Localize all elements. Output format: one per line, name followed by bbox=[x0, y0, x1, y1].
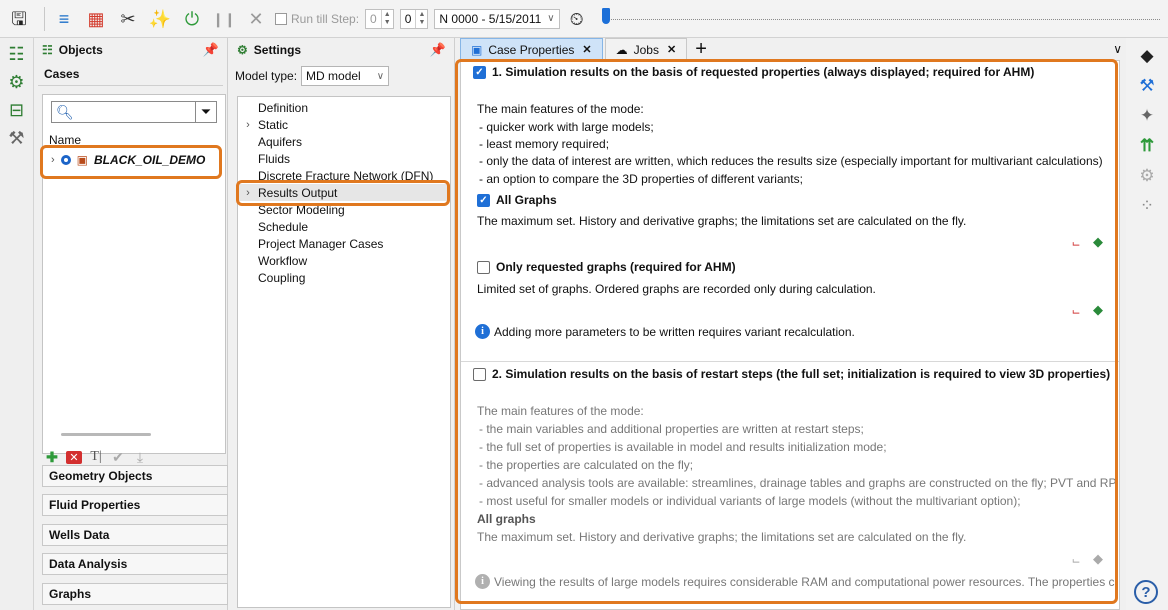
section2-all-graphs-description: The maximum set. History and derivative graphs; the limitations set are calculated on the fly. bbox=[477, 530, 967, 544]
case-list-item[interactable] bbox=[45, 149, 221, 171]
section2-bullet: - most useful for smaller models or individual variants of large models (without the multivariant option); bbox=[479, 494, 1021, 508]
section1-bullet: - quicker work with large models; bbox=[479, 120, 654, 134]
gear-icon: ⚙ bbox=[237, 43, 248, 57]
tree-item-schedule[interactable] bbox=[238, 218, 450, 235]
fill-bucket-icon[interactable]: ◆ bbox=[1140, 46, 1154, 65]
only-requested-description: Limited set of graphs. Ordered graphs are recorded only during calculation. bbox=[477, 282, 876, 296]
tools-icon[interactable]: ⚒ bbox=[1139, 76, 1155, 95]
close-icon[interactable]: ✕ bbox=[666, 44, 677, 56]
settings-panel-header bbox=[229, 38, 454, 62]
all-graphs-icons bbox=[1067, 233, 1107, 251]
objects-panel-header bbox=[34, 38, 227, 62]
add-icon[interactable]: ✚ bbox=[46, 448, 58, 465]
all-graphs-description: The maximum set. History and derivative graphs; the limitations set are calculated on the fly. bbox=[477, 214, 967, 228]
only-requested-checkbox[interactable] bbox=[477, 261, 490, 274]
only-requested-row bbox=[477, 260, 736, 274]
search-icon: 🔍︎ bbox=[56, 103, 74, 120]
section1-info-text: Adding more parameters to be written requires variant recalculation. bbox=[494, 324, 855, 339]
section2-intro: The main features of the mode: bbox=[477, 404, 644, 418]
download-icon[interactable]: ⤓ bbox=[136, 448, 144, 465]
tree-item-sector-modeling[interactable] bbox=[238, 201, 450, 218]
close-icon[interactable]: ✕ bbox=[582, 44, 592, 56]
spinner-arrows-icon[interactable]: ▲ ▼ bbox=[381, 10, 393, 28]
tree-item-label: Coupling bbox=[258, 270, 306, 285]
only-requested-icons bbox=[1067, 301, 1107, 319]
case-name-label: BLACK_OIL_DEMO bbox=[94, 153, 206, 167]
tree-item-label: Fluids bbox=[258, 151, 291, 166]
model-type-value: MD model bbox=[306, 69, 361, 83]
settings-panel-title: Settings bbox=[253, 43, 302, 57]
date-step-value: N 0000 - 5/15/2011 bbox=[439, 11, 542, 26]
save-icon[interactable]: 🖫 bbox=[11, 8, 27, 29]
tree-item-fluids[interactable] bbox=[238, 150, 450, 167]
toolbar-separator bbox=[44, 7, 45, 31]
tree-item-label: Aquifers bbox=[258, 134, 303, 149]
tree-item-project-manager-cases[interactable] bbox=[238, 235, 450, 252]
tree-item-label: Workflow bbox=[258, 253, 308, 268]
active-case-radio-icon[interactable] bbox=[61, 155, 71, 165]
objects-tree-small-icon: ☷ bbox=[42, 43, 53, 57]
model-type-label: Model type: bbox=[235, 69, 298, 83]
tree-item-workflow[interactable] bbox=[238, 252, 450, 269]
date-step-select[interactable] bbox=[434, 9, 559, 29]
section2-checkbox[interactable] bbox=[473, 368, 486, 381]
expand-chevron-icon[interactable]: › bbox=[51, 154, 55, 166]
filter-button[interactable] bbox=[195, 101, 217, 123]
all-graphs-row bbox=[477, 193, 557, 207]
clock-icon[interactable]: ⏲ bbox=[569, 8, 584, 29]
section2-bullet: - the full set of properties is available in model and results initialization mode; bbox=[479, 440, 887, 454]
tab-label: Case Properties bbox=[488, 42, 575, 57]
section1-bullet: - an option to compare the 3D properties of different variants; bbox=[479, 172, 803, 186]
timeline-slider[interactable] bbox=[602, 6, 1160, 32]
section2-info-text: Viewing the results of large models requires considerable RAM and computational power resources. The properties c bbox=[494, 574, 1115, 589]
section1-title: 1. Simulation results on the basis of requested properties (always displayed; required for AHM) bbox=[492, 65, 1035, 79]
section1-title-row bbox=[473, 65, 1034, 79]
layout-icon[interactable]: ⊟ bbox=[8, 99, 25, 120]
section2-graph-icons bbox=[1067, 550, 1107, 568]
settings-tree bbox=[237, 96, 451, 608]
tree-item-results-output[interactable] bbox=[238, 184, 450, 201]
tree-item-label: Static bbox=[258, 117, 289, 132]
tree-item-label: Results Output bbox=[258, 185, 338, 200]
chevron-down-icon: ∨ bbox=[547, 13, 555, 24]
tree-item-definition[interactable] bbox=[238, 99, 450, 116]
section1-intro: The main features of the mode: bbox=[477, 102, 644, 116]
tree-item-label: Project Manager Cases bbox=[258, 236, 384, 251]
document-tabs bbox=[460, 38, 1126, 60]
left-icon-strip bbox=[0, 38, 34, 610]
all-graphs-checkbox[interactable]: ✓ bbox=[477, 194, 490, 207]
tree-item-label: Sector Modeling bbox=[258, 202, 345, 217]
section2-info bbox=[475, 574, 1115, 589]
magic-wand-icon[interactable]: ✨ bbox=[148, 8, 172, 29]
section-divider bbox=[461, 361, 1120, 362]
cases-section-header[interactable]: Cases bbox=[38, 62, 223, 86]
nodes-icon[interactable]: ⁘ bbox=[1139, 196, 1155, 215]
section2-bullet: - the main variables and additional properties are written at restart steps; bbox=[479, 422, 864, 436]
search-input[interactable] bbox=[51, 101, 199, 123]
run-till-step-checkbox[interactable] bbox=[275, 13, 287, 25]
graph-curve-icon[interactable]: ⨽ bbox=[1072, 302, 1080, 317]
name-column-header[interactable]: Name bbox=[49, 133, 82, 147]
tree-caret[interactable]: › bbox=[246, 186, 250, 199]
delete-icon[interactable]: ✕ bbox=[66, 451, 82, 464]
group-geometry-objects[interactable]: Geometry Objects bbox=[42, 465, 228, 487]
tree-item-dfn[interactable] bbox=[238, 167, 450, 184]
model-cube-icon: ▣ bbox=[76, 153, 89, 167]
model-type-select[interactable] bbox=[301, 66, 389, 86]
step-spinner-2[interactable] bbox=[400, 9, 429, 29]
gear-icon[interactable]: ⚙ bbox=[1139, 166, 1155, 185]
timeline-marker[interactable] bbox=[602, 8, 610, 24]
cube-icon: ▣ bbox=[471, 42, 483, 57]
step-spinner-value: 0 bbox=[370, 11, 377, 26]
hammer-icon[interactable]: ⚒ bbox=[8, 127, 25, 148]
cloud-icon: ☁︎ bbox=[615, 42, 628, 57]
tabs-menu-chevron-icon[interactable]: ∨ bbox=[1113, 42, 1122, 56]
power-icon[interactable]: ⏻ bbox=[184, 8, 200, 29]
pause-icon[interactable]: ❙❙ bbox=[212, 10, 236, 27]
add-tab-icon[interactable]: + bbox=[695, 38, 707, 60]
section1-info bbox=[475, 324, 855, 339]
right-tool-strip bbox=[1126, 38, 1168, 610]
tree-item-coupling[interactable] bbox=[238, 269, 450, 286]
tab-case-properties[interactable] bbox=[460, 38, 603, 60]
only-requested-label: Only requested graphs (required for AHM) bbox=[496, 260, 736, 274]
graph-curve-icon[interactable]: ⨽ bbox=[1072, 234, 1080, 249]
case-properties-content bbox=[460, 60, 1120, 610]
tab-label: Jobs bbox=[633, 42, 659, 57]
objects-panel bbox=[34, 38, 228, 610]
tree-item-label: Definition bbox=[258, 100, 309, 115]
section1-bullet: - least memory required; bbox=[479, 137, 610, 151]
main-toolbar bbox=[0, 0, 1168, 38]
rename-icon[interactable]: T| bbox=[90, 449, 102, 464]
pin-icon[interactable]: 📌 bbox=[202, 42, 219, 57]
settings-panel bbox=[229, 38, 455, 610]
section2-bullet: - advanced analysis tools are available: streamlines, drainage tables and graphs are constructed on the fly; PVT and RP bbox=[479, 476, 1117, 490]
info-icon: i bbox=[475, 574, 490, 589]
tree-item-label: Discrete Fracture Network (DFN) bbox=[258, 168, 434, 183]
section2-all-graphs-label: All graphs bbox=[477, 512, 536, 526]
tree-caret[interactable]: › bbox=[246, 118, 250, 131]
chevron-down-icon: ∨ bbox=[376, 70, 385, 82]
horizontal-scrollbar[interactable] bbox=[61, 433, 151, 436]
pin-icon[interactable]: 📌 bbox=[429, 42, 446, 57]
spinner-arrows-icon[interactable]: ▲ ▼ bbox=[415, 10, 427, 28]
check-icon[interactable]: ✔ bbox=[112, 448, 124, 465]
group-data-analysis[interactable]: Data Analysis bbox=[42, 553, 228, 575]
3d-surface-icon[interactable]: ◆ bbox=[1093, 302, 1103, 317]
help-icon[interactable]: ? bbox=[1134, 580, 1158, 604]
timeline-track bbox=[602, 19, 1160, 20]
3d-surface-icon[interactable]: ◆ bbox=[1093, 234, 1103, 249]
settings-gear-icon[interactable]: ⚙ bbox=[8, 71, 25, 92]
tree-item-static[interactable] bbox=[238, 116, 450, 133]
model-tree-icon[interactable]: ≡ bbox=[58, 8, 70, 29]
section1-checkbox[interactable]: ✓ bbox=[473, 66, 486, 79]
group-wells-data[interactable]: Wells Data bbox=[42, 524, 228, 546]
objects-tree-icon[interactable]: ☷ bbox=[8, 43, 25, 64]
sort-arrows-icon[interactable]: ⇈ bbox=[1139, 136, 1155, 155]
group-graphs[interactable]: Graphs bbox=[42, 583, 228, 605]
info-icon: i bbox=[475, 324, 490, 339]
section2-title: 2. Simulation results on the basis of restart steps (the full set; initialization is required to view 3D properties) bbox=[492, 367, 1111, 381]
scissors-icon[interactable]: ✂ bbox=[120, 8, 136, 29]
step-spinner-2-value: 0 bbox=[404, 11, 412, 26]
3d-surface-icon[interactable]: ◆ bbox=[1093, 551, 1103, 566]
objects-panel-title: Objects bbox=[58, 43, 103, 57]
stop-icon[interactable]: ✕ bbox=[248, 8, 264, 29]
run-till-step-label: Run till Step: bbox=[291, 11, 360, 26]
cases-list bbox=[42, 94, 226, 454]
tree-item-label: Schedule bbox=[258, 219, 309, 234]
model-type-row bbox=[235, 66, 389, 86]
all-graphs-label: All Graphs bbox=[496, 193, 557, 207]
wand-chart-icon[interactable]: ✦ bbox=[1139, 106, 1155, 125]
step-spinner[interactable] bbox=[365, 9, 394, 29]
group-fluid-properties[interactable]: Fluid Properties bbox=[42, 494, 228, 516]
section2-bullet: - the properties are calculated on the fly; bbox=[479, 458, 694, 472]
puzzle-icon[interactable]: ▦ bbox=[87, 8, 105, 29]
section1-bullet: - only the data of interest are written, which reduces the results size (especially important for multivariant calculations) bbox=[479, 154, 1103, 168]
filter-icon: ⏷ bbox=[200, 104, 212, 119]
graph-curve-icon[interactable]: ⨽ bbox=[1072, 551, 1080, 566]
section2-title-row bbox=[473, 367, 1110, 381]
tab-jobs[interactable] bbox=[605, 38, 688, 60]
tree-item-aquifers[interactable] bbox=[238, 133, 450, 150]
